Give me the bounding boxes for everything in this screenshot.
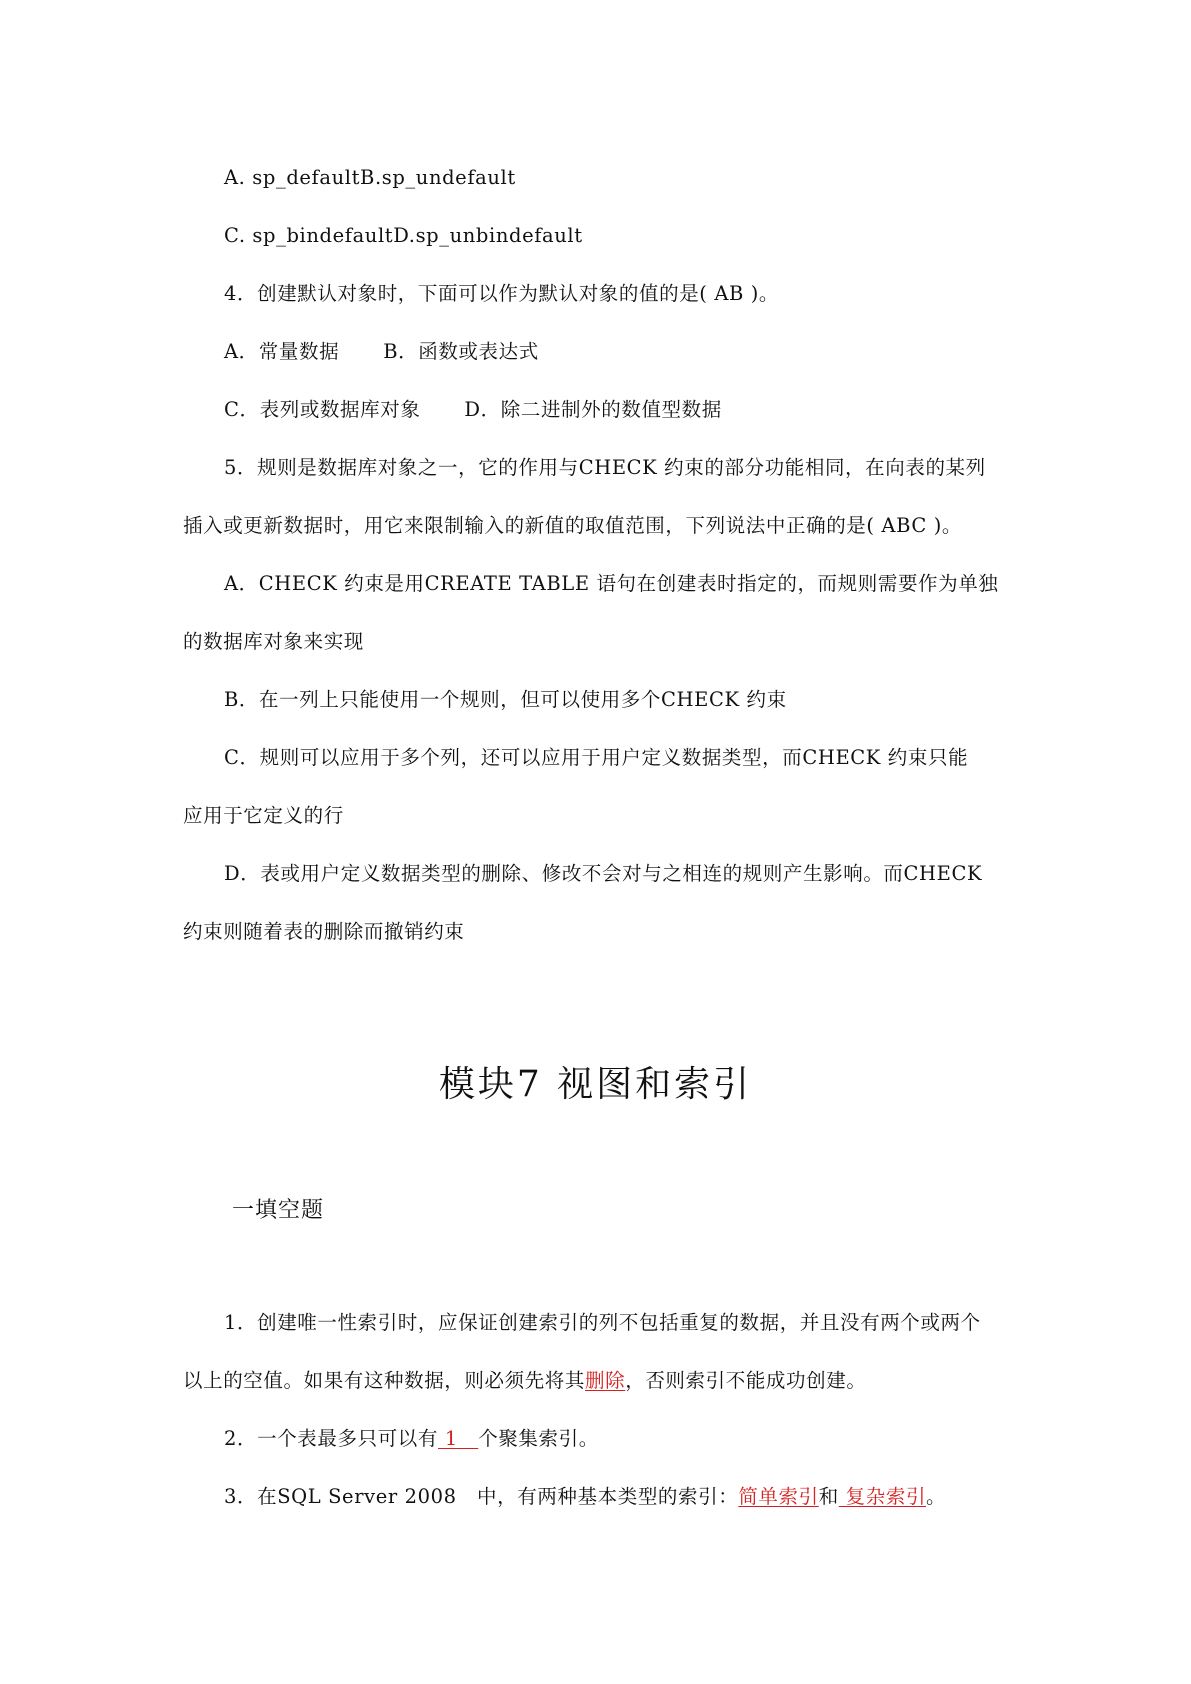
fill-question-1-line2: 以上的空值。如果有这种数据，则必须先将其删除，否则索引不能成功创建。	[183, 1369, 867, 1392]
module-title: 模块7 视图和索引	[438, 1064, 753, 1105]
q4-option-d: D．除二进制外的数值型数据	[464, 398, 722, 421]
q5-option-a-line2: 的数据库对象来实现	[183, 630, 364, 653]
q5-option-b: B．在一列上只能使用一个规则，但可以使用多个CHECK 约束	[224, 688, 787, 711]
question-5-line1: 5．规则是数据库对象之一，它的作用与CHECK 约束的部分功能相同，在向表的某列	[224, 456, 986, 479]
fill-question-2: 2．一个表最多只可以有 1 个聚集索引。	[224, 1427, 599, 1450]
q5-option-d-line2: 约束则随着表的删除而撤销约束	[183, 920, 465, 943]
option-line-cd: C. sp_bindefaultD.sp_unbindefault	[224, 224, 583, 247]
fill-question-1-line1: 1．创建唯一性索引时，应保证创建索引的列不包括重复的数据，并且没有两个或两个	[224, 1311, 981, 1334]
answer-blank-3a: 简单索引	[738, 1485, 819, 1508]
q4-option-c: C．表列或数据库对象	[224, 398, 421, 421]
q4-option-a: A．常量数据	[224, 340, 340, 363]
q5-option-a-line1: A．CHECK 约束是用CREATE TABLE 语句在创建表时指定的，而规则需要作为单独	[224, 572, 999, 595]
q4-options-ab	[224, 339, 539, 365]
q5-option-c-line2: 应用于它定义的行	[183, 804, 344, 827]
option-line-ab: A. sp_defaultB.sp_undefault	[224, 166, 516, 189]
answer-blank-3b: 复杂索引	[838, 1485, 927, 1508]
question-4: 4．创建默认对象时，下面可以作为默认对象的值的是( AB )。	[224, 282, 780, 305]
section-heading: 一填空题	[232, 1198, 325, 1223]
question-5-line2: 插入或更新数据时，用它来限制输入的新值的取值范围，下列说法中正确的是( ABC )。	[183, 514, 963, 537]
q4-option-b: B．函数或表达式	[383, 340, 539, 363]
answer-blank-2: 1	[438, 1427, 479, 1450]
fill-question-3: 3．在SQL Server 2008 中，有两种基本类型的索引：简单索引和 复杂索引。	[224, 1485, 947, 1508]
q5-option-d-line1: D．表或用户定义数据类型的删除、修改不会对与之相连的规则产生影响。而CHECK	[224, 862, 983, 885]
answer-blank-1: 删除	[585, 1369, 626, 1392]
q4-options-cd	[224, 397, 722, 423]
q5-option-c-line1: C．规则可以应用于多个列，还可以应用于用户定义数据类型，而CHECK 约束只能	[224, 746, 969, 769]
